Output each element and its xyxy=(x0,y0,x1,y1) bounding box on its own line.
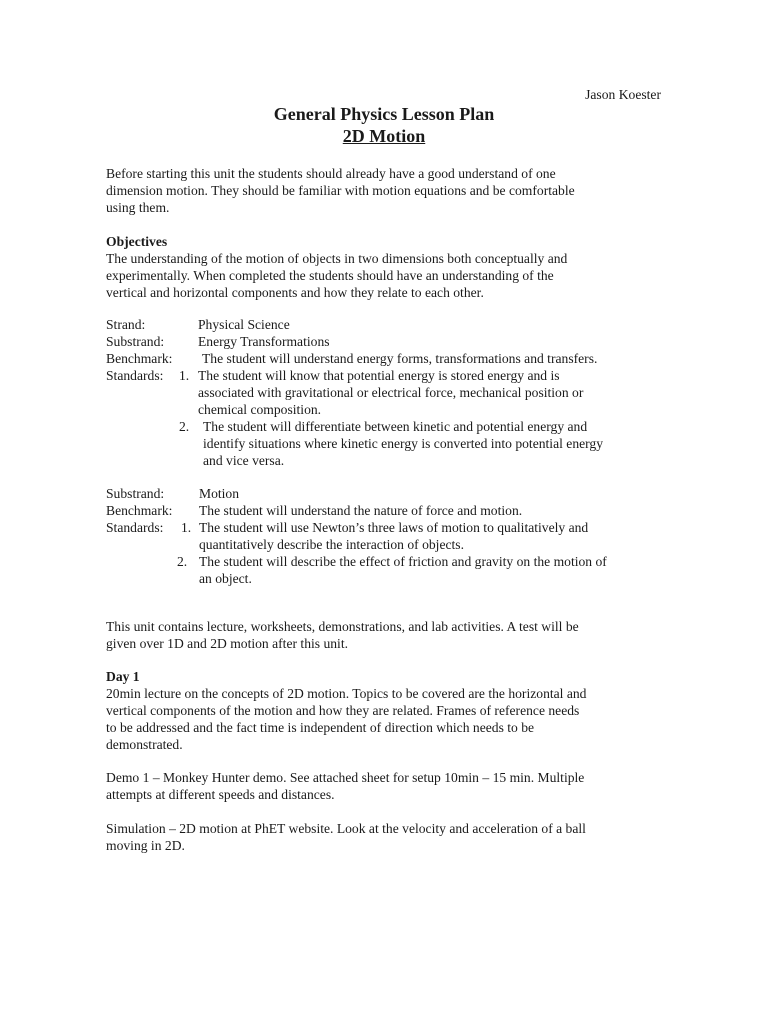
document-title: General Physics Lesson Plan xyxy=(273,104,495,124)
day1-lecture-line: to be addressed and the fact time is independent of direction which needs to be xyxy=(106,720,535,735)
standard-number: 1. xyxy=(181,520,192,535)
day1-simulation-line: moving in 2D. xyxy=(106,838,185,853)
standard-line: chemical composition. xyxy=(198,402,322,417)
objectives-line: vertical and horizontal components and how they relate to each other. xyxy=(106,285,484,300)
substrand-value: Motion xyxy=(199,486,240,501)
intro-line: Before starting this unit the students should already have a good understand of one xyxy=(106,166,556,181)
day1-section xyxy=(106,668,666,753)
day1-lecture-line: vertical components of the motion and how they are related. Frames of reference needs xyxy=(106,703,580,718)
standard-line: an object. xyxy=(199,571,252,586)
strand-value: Physical Science xyxy=(198,317,290,332)
strand-label: Strand: xyxy=(106,317,146,332)
objectives-line: experimentally. When completed the students should have an understanding of the xyxy=(106,268,554,283)
day1-heading: Day 1 xyxy=(106,669,140,684)
unit-note xyxy=(106,618,666,652)
intro-line: using them. xyxy=(106,200,170,215)
benchmark-label: Benchmark: xyxy=(106,351,173,366)
document-subtitle: 2D Motion xyxy=(342,126,426,146)
standard-line: The student will use Newton’s three laws of motion to qualitatively and xyxy=(199,520,589,535)
standard-line: associated with gravitational or electrical force, mechanical position or xyxy=(198,385,584,400)
day1-lecture-line: 20min lecture on the concepts of 2D motion. Topics to be covered are the horizontal and xyxy=(106,686,587,701)
standard-number: 2. xyxy=(179,419,190,434)
intro-paragraph xyxy=(106,165,666,216)
author-name: Jason Koester xyxy=(585,87,661,102)
substrand-label: Substrand: xyxy=(106,334,165,349)
unit-note-line: given over 1D and 2D motion after this unit. xyxy=(106,636,348,651)
benchmark-value: The student will understand the nature of force and motion. xyxy=(199,503,523,518)
standards-label: Standards: xyxy=(106,368,164,383)
substrand-label: Substrand: xyxy=(106,486,165,501)
day1-simulation-line: Simulation – 2D motion at PhET website. Look at the velocity and acceleration of a ball xyxy=(106,821,586,836)
day1-demo-line: attempts at different speeds and distances. xyxy=(106,787,335,802)
objectives-line: The understanding of the motion of objects in two dimensions both conceptually and xyxy=(106,251,568,266)
standard-line: The student will differentiate between kinetic and potential energy and xyxy=(203,419,588,434)
standard-line: The student will describe the effect of friction and gravity on the motion of xyxy=(199,554,607,569)
standard-line: The student will know that potential energy is stored energy and is xyxy=(198,368,560,383)
benchmark-value: The student will understand energy forms, transformations and transfers. xyxy=(202,351,598,366)
day1-demo xyxy=(106,769,666,803)
standard-number: 2. xyxy=(177,554,188,569)
day1-lecture-line: demonstrated. xyxy=(106,737,183,752)
day1-simulation xyxy=(106,820,666,854)
standard-line: and vice versa. xyxy=(203,453,285,468)
standard-line: quantitatively describe the interaction of objects. xyxy=(199,537,464,552)
objectives-section xyxy=(106,233,666,301)
standards-label: Standards: xyxy=(106,520,164,535)
benchmark-label: Benchmark: xyxy=(106,503,173,518)
intro-line: dimension motion. They should be familiar with motion equations and be comfortable xyxy=(106,183,575,198)
objectives-heading: Objectives xyxy=(106,234,168,249)
day1-demo-line: Demo 1 – Monkey Hunter demo. See attached sheet for setup 10min – 15 min. Multiple xyxy=(106,770,585,785)
standard-line: identify situations where kinetic energy is converted into potential energy xyxy=(203,436,604,451)
standard-number: 1. xyxy=(179,368,190,383)
substrand-value: Energy Transformations xyxy=(198,334,330,349)
unit-note-line: This unit contains lecture, worksheets, demonstrations, and lab activities. A test will be xyxy=(106,619,579,634)
